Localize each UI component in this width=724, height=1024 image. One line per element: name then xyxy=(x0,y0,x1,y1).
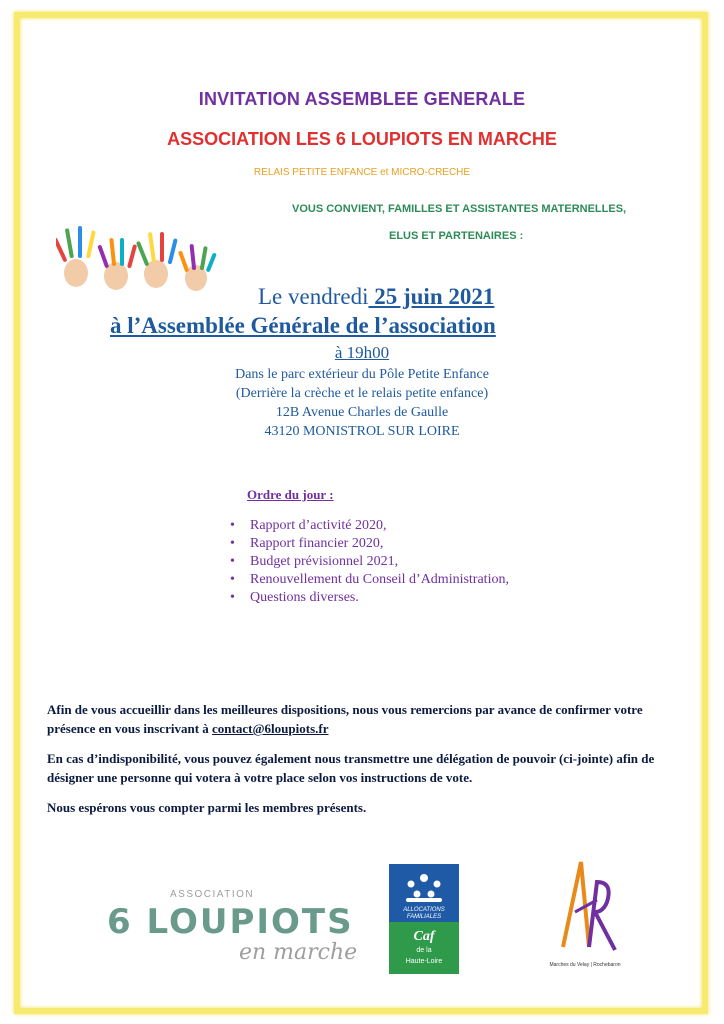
convene-line-1: VOUS CONVIENT, FAMILLES ET ASSISTANTES MATERNELLES, xyxy=(292,203,627,215)
caf-line-2: FAMILIALES xyxy=(406,914,442,920)
rsvp-text: Afin de vous accueillir dans les meilleures dispositions, nous vous remercions par avance de confirmer votre présence en vous inscrivant à xyxy=(47,702,643,736)
agenda-list xyxy=(230,517,509,607)
contact-email-link[interactable]: contact@6loupiots.fr xyxy=(212,721,329,736)
logo-en-marche-text: en marche xyxy=(239,940,358,965)
caf-name: Caf xyxy=(413,929,435,944)
association-title: ASSOCIATION LES 6 LOUPIOTS EN MARCHE xyxy=(167,129,557,149)
agenda-item: • Renouvellement du Conseil d’Administration, xyxy=(230,571,509,589)
address-line: Dans le parc extérieur du Pôle Petite Enfance xyxy=(235,367,489,382)
invitation-title: INVITATION ASSEMBLEE GENERALE xyxy=(198,89,526,109)
painted-hands-image xyxy=(56,218,220,298)
assembly-line: à l’Assemblée Générale de l’association xyxy=(110,313,496,338)
event-date-line xyxy=(258,284,494,310)
agenda-item: • Questions diverses. xyxy=(230,589,509,607)
address-line: 43120 MONISTROL SUR LOIRE xyxy=(264,424,460,439)
date-prefix: Le vendredi xyxy=(258,284,369,309)
agenda-item: • Budget prévisionnel 2021, xyxy=(230,553,509,571)
address-line: (Derrière la crèche et le relais petite enfance) xyxy=(235,386,489,401)
loupiots-logo xyxy=(105,885,365,965)
logo-association-text: ASSOCIATION xyxy=(170,889,255,900)
caf-logo xyxy=(389,864,459,974)
address-line: 12B Avenue Charles de Gaulle xyxy=(275,405,449,420)
convene-line-2: ELUS ET PARTENAIRES : xyxy=(389,230,524,242)
marches-velay-logo xyxy=(545,852,625,972)
closing-paragraph: Nous espérons vous compter parmi les membres présents. xyxy=(47,800,367,815)
event-date: 25 juin 2021 xyxy=(368,284,495,309)
event-time: à 19h00 xyxy=(334,343,390,362)
agenda-item: • Rapport financier 2020, xyxy=(230,535,509,553)
caf-line-4: Haute-Loire xyxy=(405,958,443,965)
agenda-title: Ordre du jour : xyxy=(247,487,334,502)
event-address xyxy=(0,365,724,441)
subtitle-relais: RELAIS PETITE ENFANCE et MICRO-CRECHE xyxy=(253,167,471,178)
proxy-paragraph: En cas d’indisponibilité, vous pouvez également nous transmettre une délégation de pouvoir (ci-jointe) afin de désigner une personne qui votera à votre place selon vos instructions de vote. xyxy=(47,751,655,785)
caf-line-3: de la xyxy=(416,947,432,954)
mvr-caption: Marches du Velay | Rochebaron xyxy=(549,962,621,968)
logo-loupiots-text: 6 LOUPIOTS xyxy=(107,902,354,942)
rsvp-paragraph xyxy=(47,700,687,738)
caf-line-1: ALLOCATIONS xyxy=(403,907,445,913)
agenda-item: • Rapport d’activité 2020, xyxy=(230,517,509,535)
